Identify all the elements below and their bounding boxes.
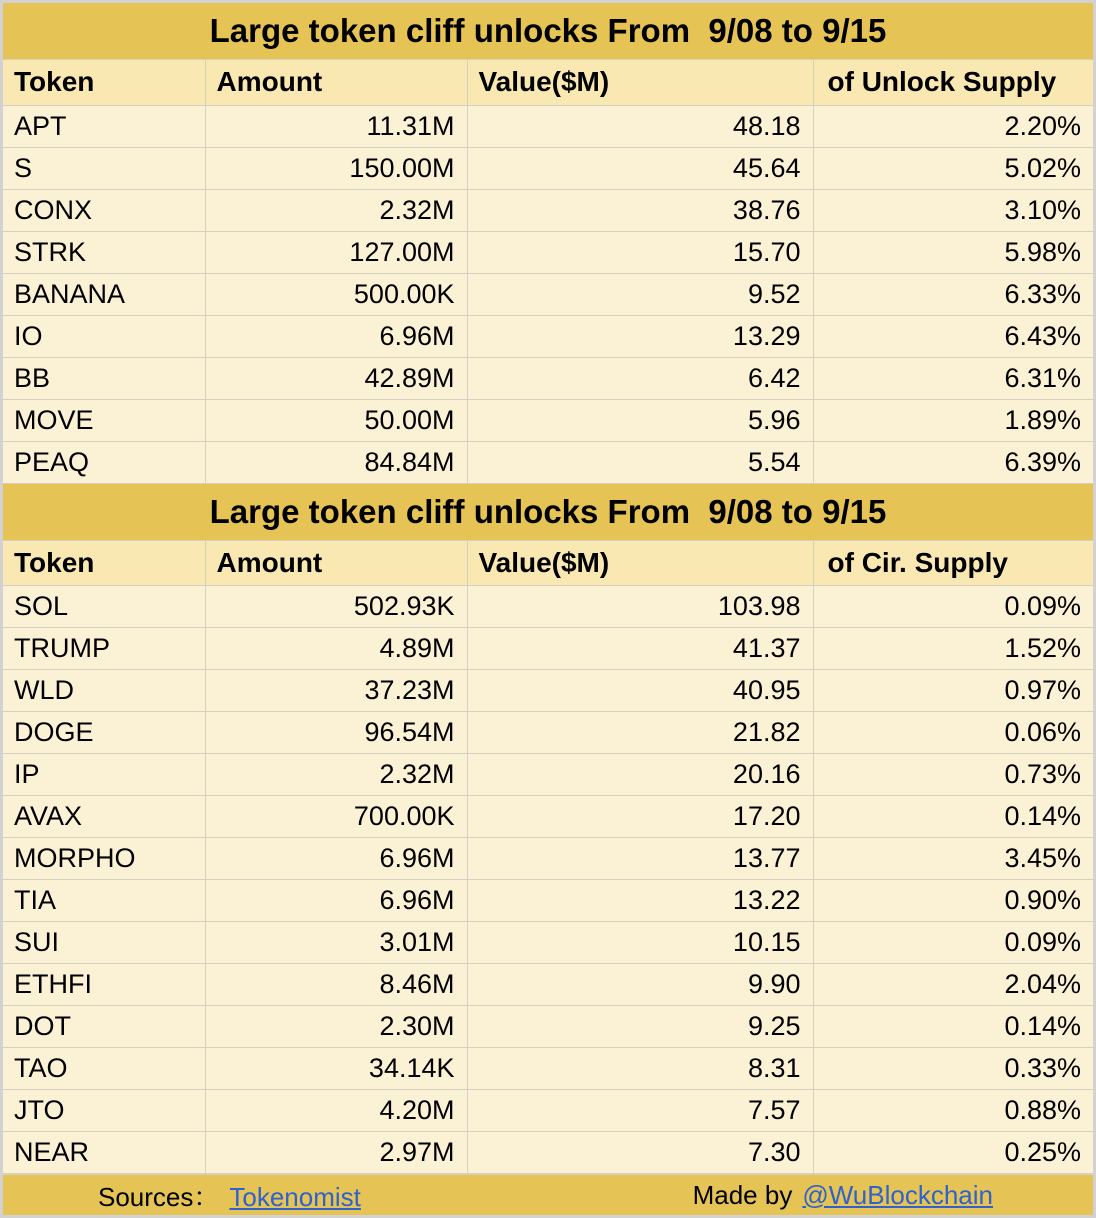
supply-cell: 0.90% (813, 880, 1093, 922)
supply-cell: 0.25% (813, 1132, 1093, 1174)
supply-cell: 0.33% (813, 1048, 1093, 1090)
token-cell: TRUMP (3, 628, 205, 670)
table-row (3, 147, 1093, 189)
table-row (3, 586, 1093, 628)
supply-cell: 0.14% (813, 1006, 1093, 1048)
column-header: Amount (205, 541, 467, 586)
amount-cell: 34.14K (205, 1048, 467, 1090)
token-cell: IP (3, 754, 205, 796)
sources-group (98, 1177, 361, 1214)
table-row (3, 1048, 1093, 1090)
value-cell: 15.70 (467, 231, 813, 273)
amount-cell: 6.96M (205, 315, 467, 357)
value-cell: 10.15 (467, 922, 813, 964)
token-cell: STRK (3, 231, 205, 273)
supply-cell: 0.97% (813, 670, 1093, 712)
value-cell: 7.57 (467, 1090, 813, 1132)
supply-cell: 1.52% (813, 628, 1093, 670)
table-row (3, 189, 1093, 231)
value-cell: 17.20 (467, 796, 813, 838)
supply-cell: 0.09% (813, 922, 1093, 964)
amount-cell: 2.32M (205, 754, 467, 796)
value-cell: 5.96 (467, 399, 813, 441)
supply-cell: 6.33% (813, 273, 1093, 315)
table-row (3, 670, 1093, 712)
token-cell: MOVE (3, 399, 205, 441)
amount-cell: 42.89M (205, 357, 467, 399)
value-cell: 13.22 (467, 880, 813, 922)
token-cell: SOL (3, 586, 205, 628)
table-row (3, 357, 1093, 399)
made-by-label: Made by (692, 1179, 793, 1210)
wublockchain-link[interactable]: @WuBlockchain (802, 1179, 993, 1210)
tokenomist-link[interactable]: Tokenomist (229, 1181, 361, 1212)
value-cell: 13.77 (467, 838, 813, 880)
value-cell: 21.82 (467, 712, 813, 754)
value-cell: 103.98 (467, 586, 813, 628)
supply-cell: 3.10% (813, 189, 1093, 231)
token-cell: TAO (3, 1048, 205, 1090)
supply-cell: 0.73% (813, 754, 1093, 796)
value-cell: 8.31 (467, 1048, 813, 1090)
amount-cell: 84.84M (205, 441, 467, 483)
token-cell: JTO (3, 1090, 205, 1132)
table-title-cir-supply: Large token cliff unlocks From 9/08 to 9/15 (3, 484, 1093, 541)
amount-cell: 4.89M (205, 628, 467, 670)
table-row (3, 1006, 1093, 1048)
token-cell: TIA (3, 880, 205, 922)
value-cell: 45.64 (467, 147, 813, 189)
value-cell: 7.30 (467, 1132, 813, 1174)
amount-cell: 96.54M (205, 712, 467, 754)
amount-cell: 500.00K (205, 273, 467, 315)
amount-cell: 11.31M (205, 105, 467, 147)
token-cell: PEAQ (3, 441, 205, 483)
amount-cell: 8.46M (205, 964, 467, 1006)
token-cell: APT (3, 105, 205, 147)
made-by-group (693, 1180, 993, 1211)
token-cell: S (3, 147, 205, 189)
table-row (3, 399, 1093, 441)
supply-cell: 1.89% (813, 399, 1093, 441)
sources-label: Sources： (98, 1181, 220, 1212)
supply-cell: 0.06% (813, 712, 1093, 754)
header-row (3, 60, 1093, 105)
amount-cell: 3.01M (205, 922, 467, 964)
token-cell: BB (3, 357, 205, 399)
supply-cell: 3.45% (813, 838, 1093, 880)
token-cell: IO (3, 315, 205, 357)
column-header: Amount (205, 60, 467, 105)
unlock-supply-table (3, 60, 1093, 484)
token-cell: MORPHO (3, 838, 205, 880)
table-row (3, 964, 1093, 1006)
table-row (3, 1132, 1093, 1174)
column-header: Token (3, 541, 205, 586)
value-cell: 41.37 (467, 628, 813, 670)
amount-cell: 150.00M (205, 147, 467, 189)
table-row (3, 231, 1093, 273)
table-row (3, 1090, 1093, 1132)
supply-cell: 0.88% (813, 1090, 1093, 1132)
token-cell: ETHFI (3, 964, 205, 1006)
column-header: Value($M) (467, 60, 813, 105)
value-cell: 48.18 (467, 105, 813, 147)
token-cell: WLD (3, 670, 205, 712)
token-cell: AVAX (3, 796, 205, 838)
value-cell: 9.52 (467, 273, 813, 315)
column-header: of Unlock Supply (813, 60, 1093, 105)
column-header: of Cir. Supply (813, 541, 1093, 586)
amount-cell: 2.97M (205, 1132, 467, 1174)
amount-cell: 2.30M (205, 1006, 467, 1048)
table-row (3, 273, 1093, 315)
value-cell: 40.95 (467, 670, 813, 712)
table-row (3, 796, 1093, 838)
column-header: Value($M) (467, 541, 813, 586)
table-row (3, 754, 1093, 796)
table-row (3, 922, 1093, 964)
value-cell: 6.42 (467, 357, 813, 399)
value-cell: 9.25 (467, 1006, 813, 1048)
supply-cell: 6.39% (813, 441, 1093, 483)
token-cell: DOT (3, 1006, 205, 1048)
token-cell: CONX (3, 189, 205, 231)
table-row (3, 441, 1093, 483)
supply-cell: 2.04% (813, 964, 1093, 1006)
table-row (3, 880, 1093, 922)
table-row (3, 628, 1093, 670)
amount-cell: 4.20M (205, 1090, 467, 1132)
supply-cell: 6.31% (813, 357, 1093, 399)
token-cell: SUI (3, 922, 205, 964)
column-header: Token (3, 60, 205, 105)
table-row (3, 315, 1093, 357)
value-cell: 9.90 (467, 964, 813, 1006)
amount-cell: 6.96M (205, 838, 467, 880)
supply-cell: 0.14% (813, 796, 1093, 838)
supply-cell: 2.20% (813, 105, 1093, 147)
token-cell: BANANA (3, 273, 205, 315)
token-cell: DOGE (3, 712, 205, 754)
supply-cell: 5.98% (813, 231, 1093, 273)
value-cell: 13.29 (467, 315, 813, 357)
table-title-unlock-supply: Large token cliff unlocks From 9/08 to 9/15 (3, 3, 1093, 60)
table-row (3, 838, 1093, 880)
amount-cell: 2.32M (205, 189, 467, 231)
amount-cell: 502.93K (205, 586, 467, 628)
supply-cell: 0.09% (813, 586, 1093, 628)
footer-bar (3, 1174, 1093, 1215)
value-cell: 5.54 (467, 441, 813, 483)
token-cell: NEAR (3, 1132, 205, 1174)
value-cell: 20.16 (467, 754, 813, 796)
table-row (3, 105, 1093, 147)
amount-cell: 50.00M (205, 399, 467, 441)
amount-cell: 6.96M (205, 880, 467, 922)
header-row (3, 541, 1093, 586)
table-row (3, 712, 1093, 754)
amount-cell: 700.00K (205, 796, 467, 838)
supply-cell: 6.43% (813, 315, 1093, 357)
amount-cell: 37.23M (205, 670, 467, 712)
amount-cell: 127.00M (205, 231, 467, 273)
cir-supply-table (3, 541, 1093, 1175)
value-cell: 38.76 (467, 189, 813, 231)
supply-cell: 5.02% (813, 147, 1093, 189)
